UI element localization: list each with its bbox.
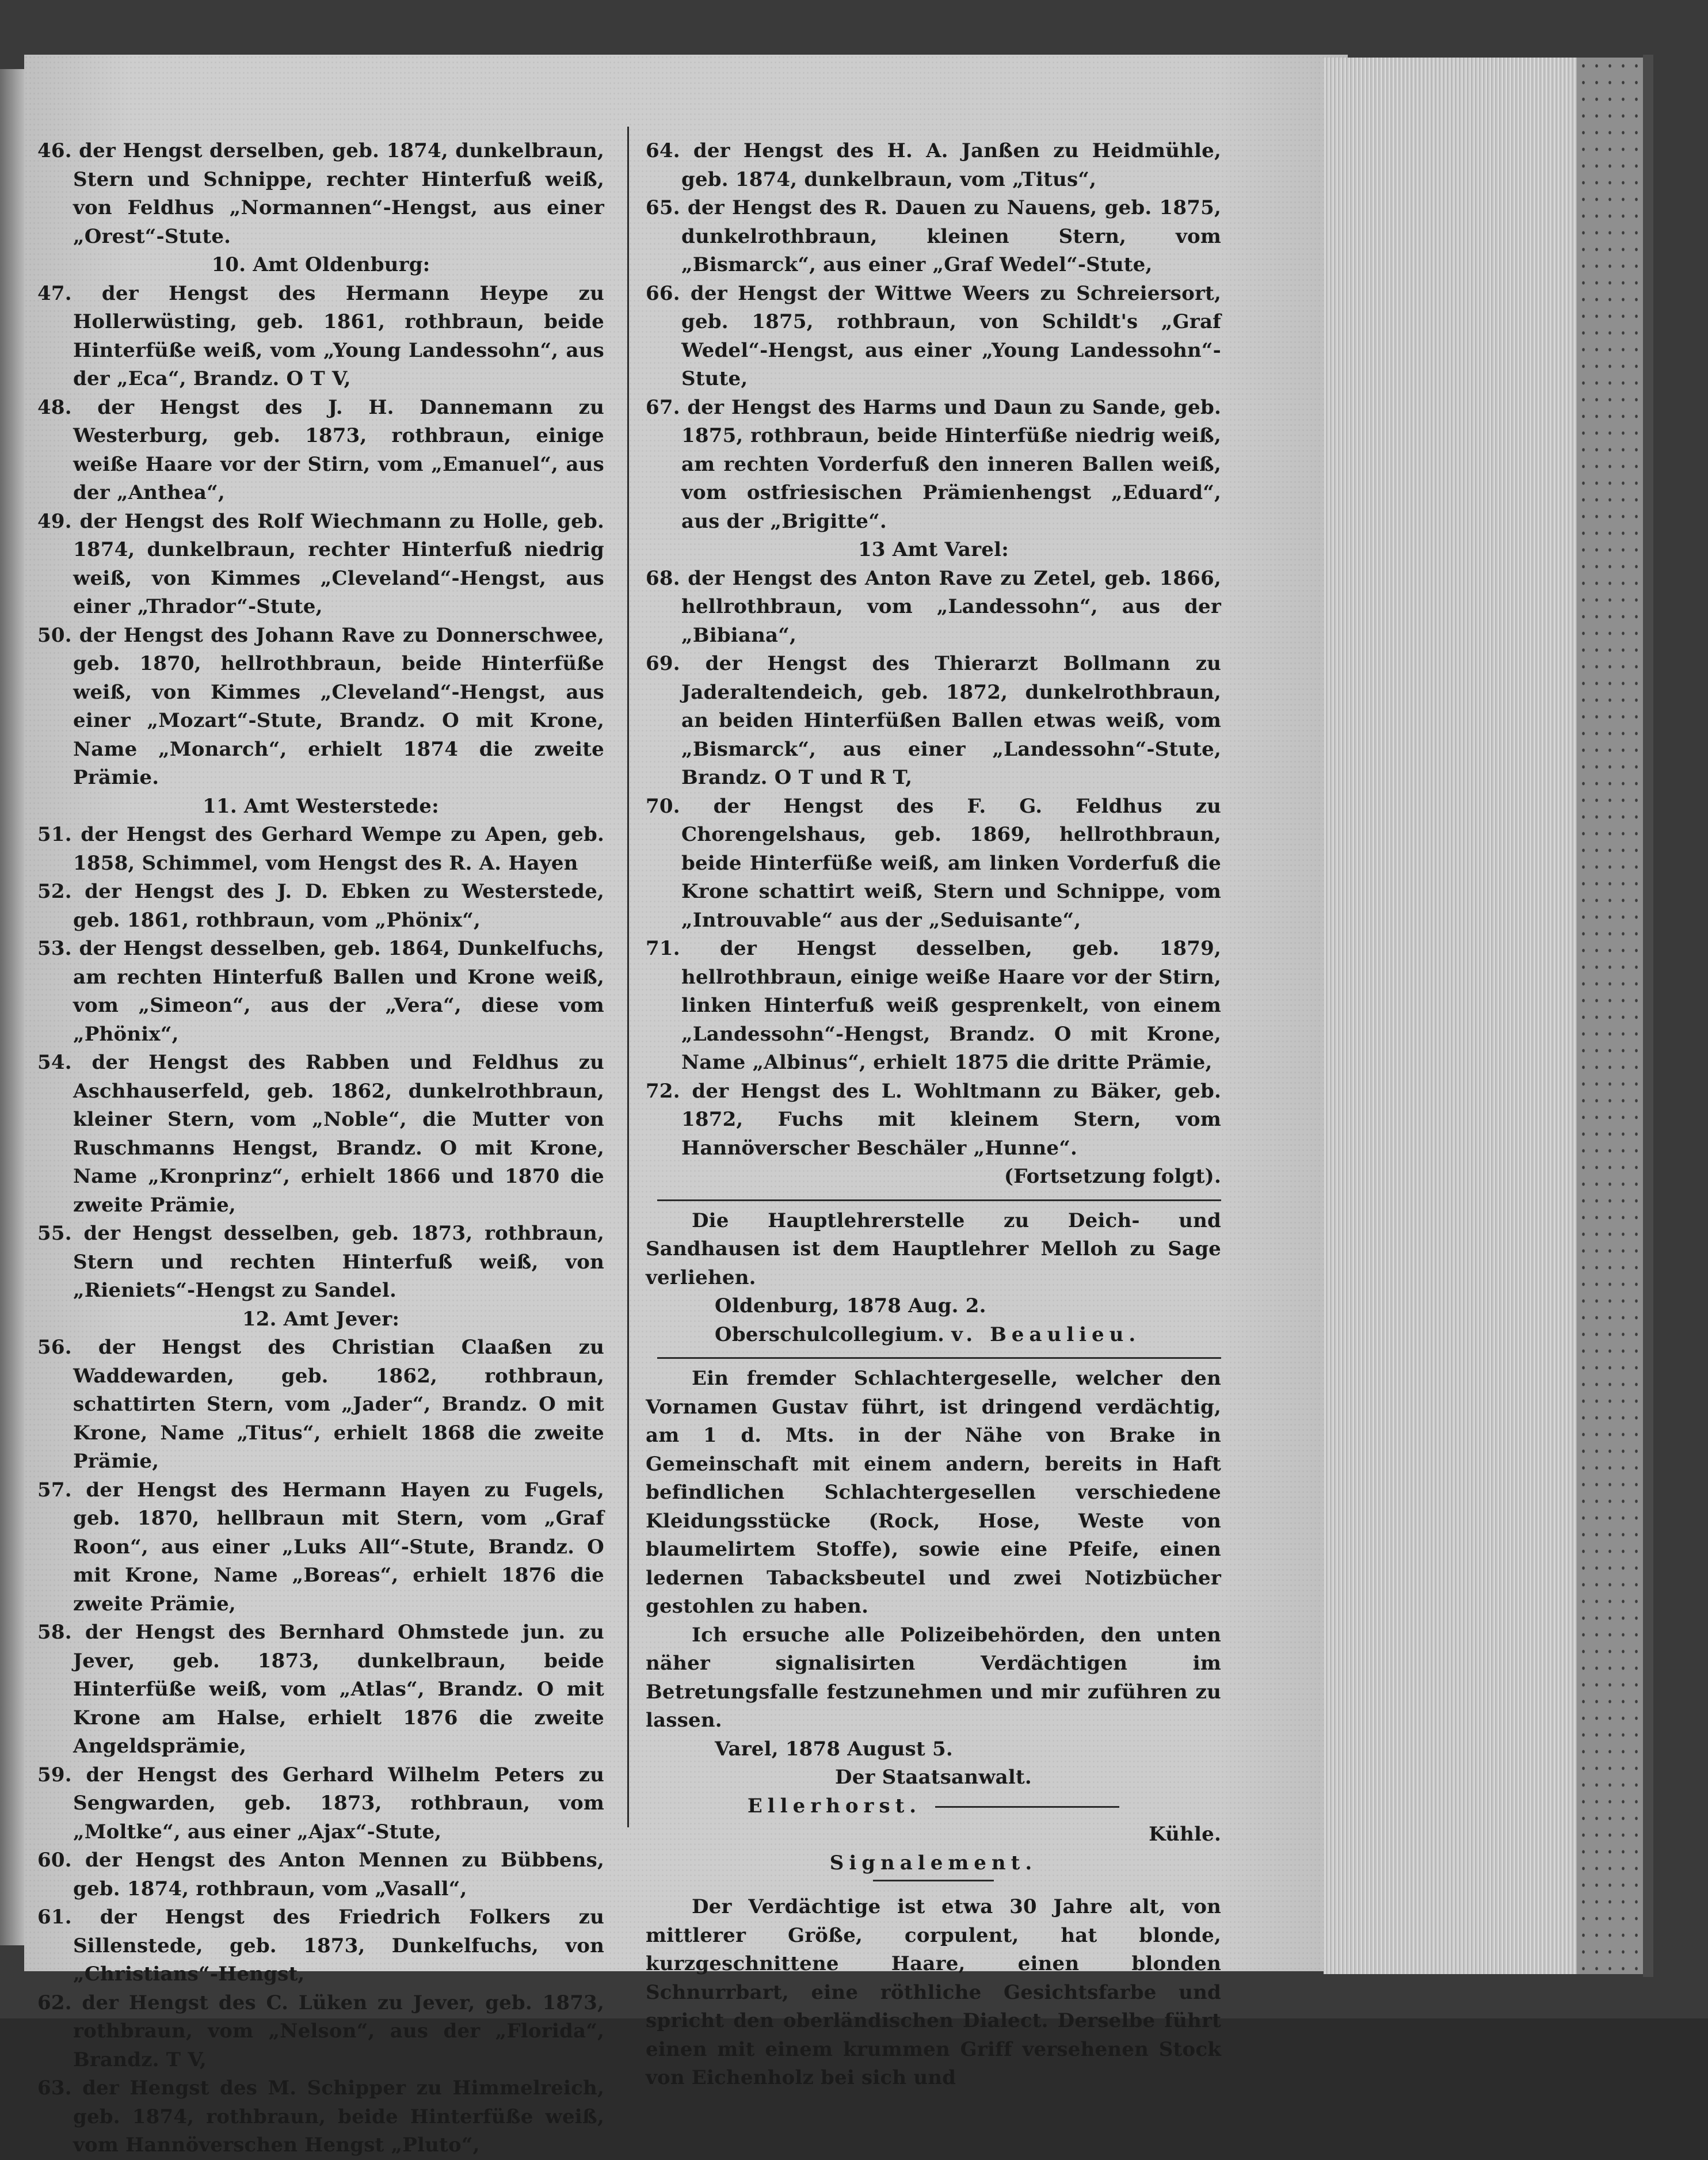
entry-53: 53. der Hengst desselben, geb. 1864, Dunkelfuchs, am rechten Hinterfuß Ballen und Krone weiß, vom „Simeon“, aus der „Vera“, diese vom „Phönix“, (37, 937, 604, 1046)
signalement-title: Signalement. (829, 1851, 1038, 1875)
previous-page-edge (0, 69, 24, 1945)
cover-edge (1643, 55, 1653, 1977)
section-rule (657, 1357, 1221, 1359)
signature-line (935, 1806, 1119, 1808)
continued-note: (Fortsetzung folgt). (1004, 1165, 1221, 1188)
section-heading-amt-jever: 12. Amt Jever: (242, 1307, 400, 1331)
entry-63: 63. der Hengst des M. Schipper zu Himmelreich, geb. 1874, rothbraun, beide Hinterfüße weiß, vom Hannöverschen Hengst „Pluto“, (37, 2077, 604, 2157)
teacher-notice-signer: v. Beaulieu. (951, 1323, 1141, 1346)
signalement-rule (873, 1880, 994, 1881)
police-request-paragraph: Ich ersuche alle Polizeibehörden, den unten näher signalisirten Verdächtigen im Betretungsfalle festzunehmen und mir zuführen zu lassen. (646, 1623, 1221, 1732)
entry-69: 69. der Hengst des Thierarzt Bollmann zu Jaderaltendeich, geb. 1872, dunkelrothbraun, an beiden Hinterfüßen Ballen etwas weiß, vom „Bismarck“, aus einer „Landessohn“-Stute, Brandz. O T und R T, (646, 652, 1221, 789)
theft-notice-place-date: Varel, 1878 August 5. (715, 1737, 953, 1761)
section-rule (657, 1199, 1221, 1201)
entry-71: 71. der Hengst desselben, geb. 1879, hellrothbraun, einige weiße Haare vor der Stirn, linken Hinterfuß weiß gesprenkelt, von einem „Landessohn“-Hengst, Brandz. O mit Krone, Name „Albinus“, erhielt 1875 die dritte Prämie, (646, 937, 1221, 1074)
teacher-notice-place-date: Oldenburg, 1878 Aug. 2. (715, 1294, 986, 1317)
section-heading-amt-oldenburg: 10. Amt Oldenburg: (211, 253, 430, 276)
theft-notice-paragraph: Ein fremder Schlachtergeselle, welcher den Vornamen Gustav führt, ist dringend verdächtig, am 1 d. Mts. in der Nähe von Brake in Gemeinschaft mit einem andern, bereits in Haft befindlichen Schlachtergesellen verschiedene Kleidungsstücke (Rock, Hose, Weste von blaumelirtem Stoffe), sowie eine Pfeife, einen ledernen Tabacksbeutel und zwei Notizbücher gestohlen zu haben. (646, 1367, 1221, 1618)
prosecutor-name: Ellerhorst. (747, 1794, 922, 1818)
entry-57: 57. der Hengst des Hermann Hayen zu Fugels, geb. 1870, hellbraun mit Stern, vom „Graf Roon“, aus einer „Luks All“-Stute, Brandz. O mit Krone, Name „Boreas“, erhielt 1876 die zweite Prämie, (37, 1478, 604, 1616)
teacher-notice-authority: Oberschulcollegium. (715, 1323, 945, 1346)
entry-55: 55. der Hengst desselben, geb. 1873, rothbraun, Stern und rechten Hinterfuß weiß, von „Rieniets“-Hengst zu Sandel. (37, 1222, 604, 1302)
column-divider (627, 127, 629, 1827)
page-stack-edge (1324, 58, 1577, 1974)
entry-46: 46. der Hengst derselben, geb. 1874, dunkelbraun, Stern und Schnippe, rechter Hinterfuß weiß, von Feldhus „Normannen“-Hengst, aus einer „Orest“-Stute. (37, 139, 604, 248)
entry-64: 64. der Hengst des H. A. Janßen zu Heidmühle, geb. 1874, dunkelbraun, vom „Titus“, (646, 139, 1221, 191)
entry-62: 62. der Hengst des C. Lüken zu Jever, geb. 1873, rothbraun, vom „Nelson“, aus der „Florida“, Brandz. T V, (37, 1991, 604, 2071)
section-heading-amt-varel: 13 Amt Varel: (858, 538, 1009, 561)
entry-70: 70. der Hengst des F. G. Feldhus zu Chorengelshaus, geb. 1869, hellrothbraun, beide Hinterfüße weiß, am linken Vorderfuß die Krone schattirt weiß, Stern und Schnippe, vom „Introuvable“ aus der „Seduisante“, (646, 794, 1221, 932)
entry-58: 58. der Hengst des Bernhard Ohmstede jun. zu Jever, geb. 1873, dunkelbraun, beide Hinterfüße weiß, vom „Atlas“, Brandz. O mit Krone am Halse, erhielt 1876 die zweite Angeldsprämie, (37, 1621, 604, 1758)
teacher-notice-signature (646, 1321, 1221, 1350)
entry-56: 56. der Hengst des Christian Claaßen zu Waddewarden, geb. 1862, rothbraun, schattirten Stern, vom „Jader“, Brandz. O mit Krone, Name „Titus“, erhielt 1868 die zweite Prämie, (37, 1336, 604, 1473)
signalement-text: Der Verdächtige ist etwa 30 Jahre alt, von mittlerer Größe, corpulent, hat blonde, kurzgeschnittene Haare, einen blonden Schnurrbart, eine röthliche Gesichtsfarbe und spricht den oberländischen Dialect. Derselbe führt einen mit einem krummen Griff versehenen Stock von Eichenholz bei sich und (646, 1895, 1221, 2089)
entry-49: 49. der Hengst des Rolf Wiechmann zu Holle, geb. 1874, dunkelbraun, rechter Hinterfuß niedrig weiß, von Kimmes „Cleveland“-Hengst, aus einer „Thrador“-Stute, (37, 509, 604, 618)
entry-51: 51. der Hengst des Gerhard Wempe zu Apen, geb. 1858, Schimmel, vom Hengst des R. A. Hayen (37, 823, 604, 875)
entry-61: 61. der Hengst des Friedrich Folkers zu Sillenstede, geb. 1873, Dunkelfuchs, von „Christians“-Hengst, (37, 1906, 604, 1986)
right-column (646, 137, 1221, 2093)
entry-67: 67. der Hengst des Harms und Daun zu Sande, geb. 1875, rothbraun, beide Hinterfüße niedrig weiß, am rechten Vorderfuß den inneren Ballen weiß, vom ostfriesischen Prämienhengst „Eduard“, aus der „Brigitte“. (646, 395, 1221, 533)
prosecutor-signature (646, 1792, 1221, 1821)
entry-48: 48. der Hengst des J. H. Dannemann zu Westerburg, geb. 1873, rothbraun, einige weiße Haare vor der Stirn, vom „Emanuel“, aus der „Anthea“, (37, 395, 604, 504)
left-column (37, 137, 604, 2160)
entry-66: 66. der Hengst der Wittwe Weers zu Schreiersort, geb. 1875, rothbraun, von Schildt's „Graf Wedel“-Hengst, aus einer „Young Landessohn“-Stute, (646, 281, 1221, 390)
entry-47: 47. der Hengst des Hermann Heype zu Hollerwüsting, geb. 1861, rothbraun, beide Hinterfüße weiß, vom „Young Landessohn“, aus der „Eca“, Brandz. O T V, (37, 281, 604, 390)
entry-68: 68. der Hengst des Anton Rave zu Zetel, geb. 1866, hellrothbraun, vom „Landessohn“, aus der „Bibiana“, (646, 566, 1221, 647)
entry-50: 50. der Hengst des Johann Rave zu Donnerschwee, geb. 1870, hellrothbraun, beide Hinterfüße weiß, von Kimmes „Cleveland“-Hengst, aus einer „Mozart“-Stute, Brandz. O mit Krone, Name „Monarch“, erhielt 1874 die zweite Prämie. (37, 623, 604, 789)
entry-54: 54. der Hengst des Rabben und Feldhus zu Aschhauserfeld, geb. 1862, dunkelrothbraun, kleiner Stern, vom „Noble“, die Mutter von Ruschmanns Hengst, Brandz. O mit Krone, Name „Kronprinz“, erhielt 1866 und 1870 die zweite Prämie, (37, 1051, 604, 1217)
section-heading-amt-westerstede: 11. Amt Westerstede: (203, 794, 439, 818)
entry-72: 72. der Hengst des L. Wohltmann zu Bäker, geb. 1872, Fuchs mit kleinem Stern, vom Hannöverscher Beschäler „Hunne“. (646, 1079, 1221, 1160)
book-cover (1577, 58, 1646, 1974)
entry-65: 65. der Hengst des R. Dauen zu Nauens, geb. 1875, dunkelrothbraun, kleinen Stern, vom „Bismarck“, aus einer „Graf Wedel“-Stute, (646, 196, 1221, 276)
prosecutor-office: Der Staatsanwalt. (835, 1766, 1032, 1789)
clerk-name: Kühle. (1149, 1823, 1221, 1846)
teacher-notice-text: Die Hauptlehrerstelle zu Deich- und Sandhausen ist dem Hauptlehrer Melloh zu Sage verliehen. (646, 1209, 1221, 1289)
entry-52: 52. der Hengst des J. D. Ebken zu Westerstede, geb. 1861, rothbraun, vom „Phönix“, (37, 880, 604, 932)
entry-60: 60. der Hengst des Anton Mennen zu Bübbens, geb. 1874, rothbraun, vom „Vasall“, (37, 1849, 604, 1900)
entry-59: 59. der Hengst des Gerhard Wilhelm Peters zu Sengwarden, geb. 1873, rothbraun, vom „Moltke“, aus einer „Ajax“-Stute, (37, 1763, 604, 1843)
